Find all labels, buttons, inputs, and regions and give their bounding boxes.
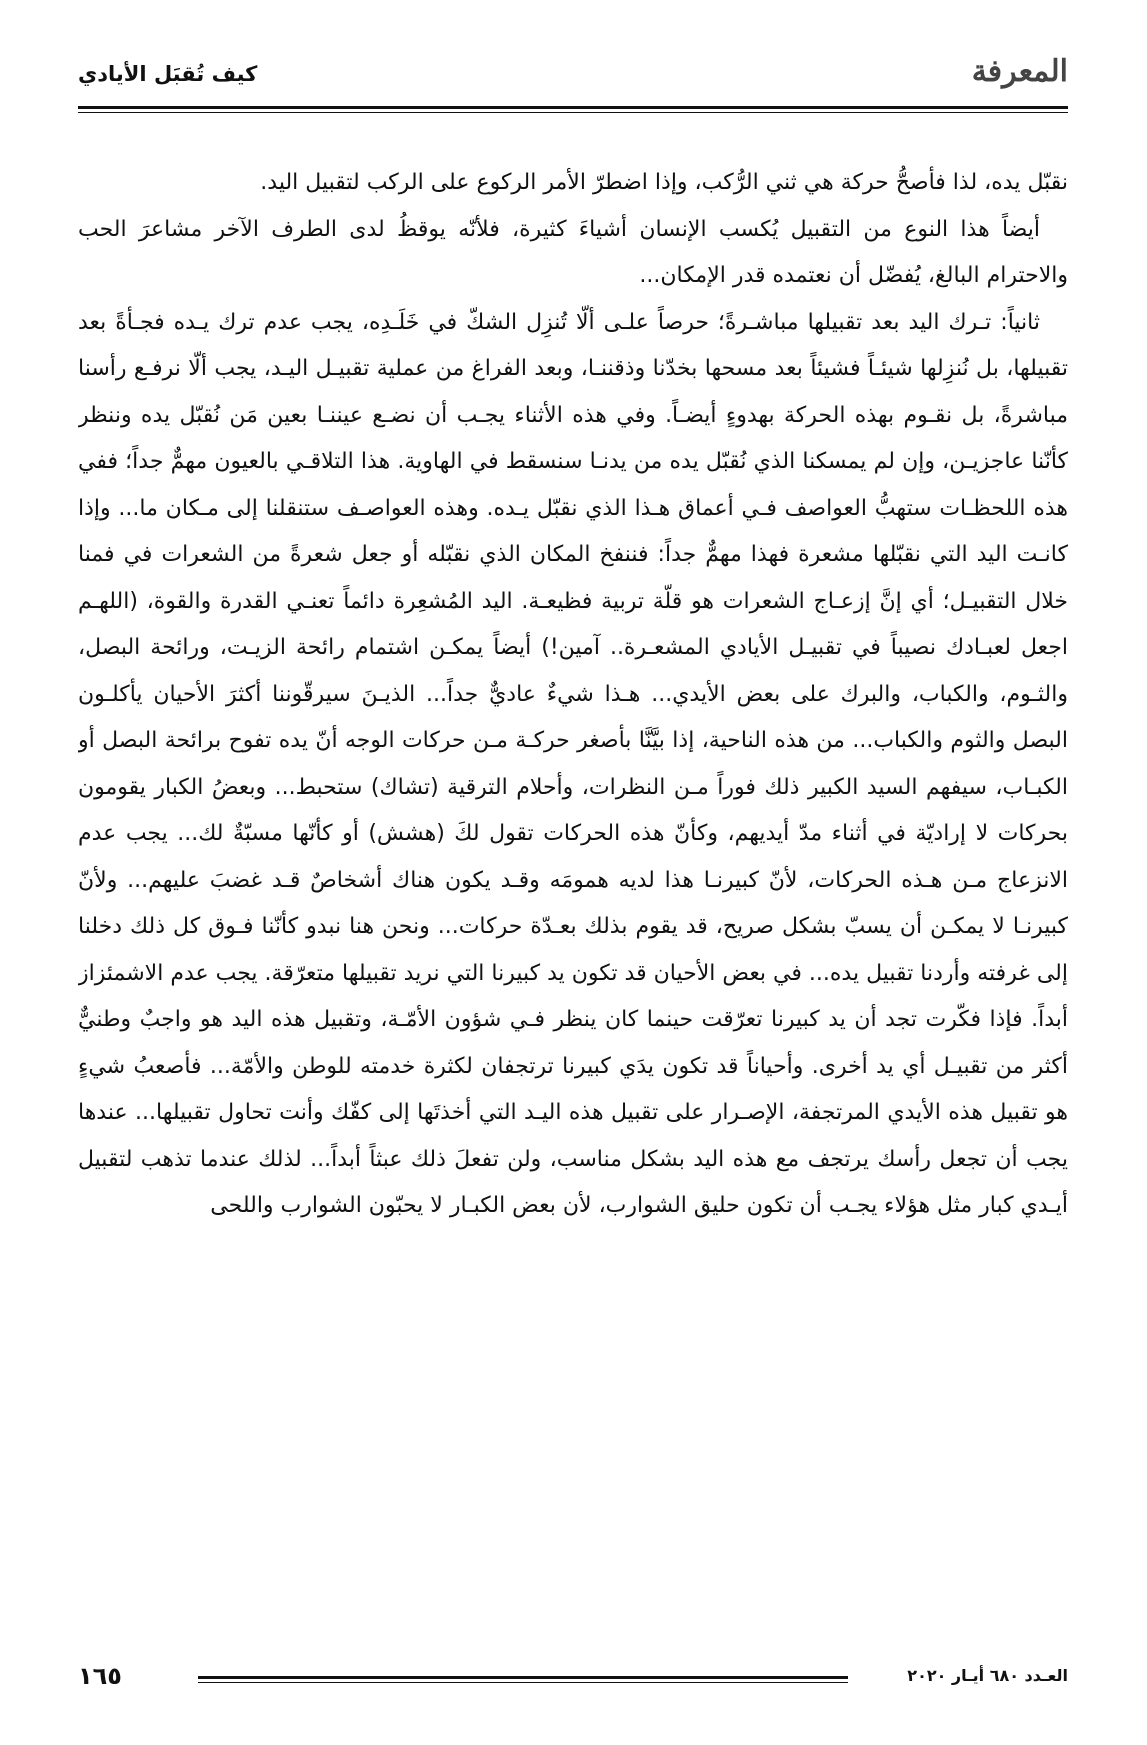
article-body [78, 160, 1068, 1630]
paragraph-1: نقبّل يده، لذا فأصحُّ حركة هي ثني الرُّكب، وإذا اضطرّ الأمر الركوع على الركب لتقبيل اليد. [260, 170, 1068, 195]
footer-divider [198, 1676, 848, 1683]
article-title: كيف تُقبَل الأيادي [78, 62, 258, 86]
paragraph-3: ثانياً: تـرك اليد بعد تقبيلها مباشـرةً؛ حرصاً علـى ألّا تُنزِل الشكّ في خَلَـدِه، يجب عدم ترك يـده فجـأةً بعد تقبيلها، بل نُنزِلها شيئـاً فشيئاً بعد مسحها بخدّنا وذقننـا، وبعد الفراغ من عملية تقبيـل اليـد، يجب ألّا نرفـع رأسنا مباشرةً، بل نقـوم بهذه الحركة بهدوءٍ أيضـاً. وفي هذه الأثناء يجـب أن نضـع عيننـا بعين مَن نُقبّل يده وننظر كأنّنا عاجزيـن، وإن لم يمسكنا الذي نُقبّل يده من يدنـا سنسقط في الهاوية. هذا التلاقـي بالعيون مهمٌّ جداً؛ ففي هذه اللحظـات ستهبُّ العواصف فـي أعماق هـذا الذي نقبّل يـده. وهذه العواصـف ستنقلنا إلى مـكان ما... وإذا كانـت اليد التي نقبّلها مشعرة فهذا مهمٌّ جداً: فننفخ المكان الذي نقبّله أو جعل شعرةً من الشعرات في فمنا خلال التقبيـل؛ أي إنَّ إزعـاج الشعرات هو قلّة تربية فظيعـة. اليد المُشعِرة دائماً تعنـي القدرة والقوة، (اللهـم اجعل لعبـادك نصيباً في تقبيـل الأيادي المشعـرة.. آمين!) أيضاً يمكـن اشتمام رائحة الزيـت، ورائحة البصل، والثـوم، والكباب، والبرك على بعض الأيدي... هـذا شيءٌ عاديٌّ جداً... الذيـنَ سيرقّوننا أكثرَ الأحيان يأكلـون البصل والثوم والكباب... من هذه الناحية، إذا بيَّنَّا بأصغر حركـة مـن حركات الوجه أنّ يده تفوح برائحة البصل أو الكبـاب، سيفهم السيد الكبير ذلك فوراً مـن النظرات، وأحلام الترقية (تشاك) ستحبط... وبعضُ الكبار يقومون بحركات لا إراديّة في أثناء مدّ أيديهم، وكأنّ هذه الحركات تقول لكَ (هشش) أو كأنّها مسبّةٌ لك... يجب عدم الانزعاج مـن هـذه الحركات، لأنّ كبيرنـا هذا لديه همومَه وقـد يكون هناك أشخاصٌ قـد غضبَ عليهم... ولأنّ كبيرنـا لا يمكـن أن يسبّ بشكل صريح، قد يقوم بذلك بعـدّة حركات... ونحن هنا نبدو كأنّنا فـوق كل ذلك دخلنا إلى غرفته وأردنا تقبيل يده... في بعض الأحيان قد تكون يد كبيرنا التي نريد تقبيلها متعرّقة. يجب عدم الاشمئزاز أبداً. فإذا فكّرت تجد أن يد كبيرنا تعرّقت حينما كان ينظر فـي شؤون الأمّـة، وتقبيل هذه اليد هو واجبٌ وطنيٌّ أكثر من تقبيـل أي يد أخرى. وأحياناً قد تكون يدَي كبيرنا ترتجفان لكثرة خدمته للوطن والأمّة... فأصعبُ شيءٍ هو تقبيل هذه الأيدي المرتجفة، الإصـرار على تقبيل هذه اليـد التي أخذتَها إلى كفّك وأنت تحاول تقبيلها... عندها يجب أن تجعل رأسك يرتجف مع هذه اليد بشكل مناسب، ولن تفعلَ ذلك عبثاً أبداً... لذلك عندما تذهب لتقبيل أيـدي كبار مثل هؤلاء يجـب أن تكون حليق الشوارب، لأن بعض الكبـار لا يحبّون الشوارب واللحى [78, 309, 1068, 1218]
paragraph-2: أيضاً هذا النوع من التقبيل يُكسب الإنسان أشياءَ كثيرة، فلأنّه يوقظُ لدى الطرف الآخر مشاعرَ الحب والاحترام البالغ، يُفضّل أن نعتمده قدر الإمكان... [78, 216, 1068, 288]
header-divider-thin [78, 112, 1068, 113]
journal-logo: المعرفة [971, 54, 1068, 89]
header-divider [78, 106, 1068, 109]
page-header [78, 50, 1068, 98]
page-number: ١٦٥ [78, 1662, 122, 1690]
page-footer [78, 1662, 1068, 1702]
issue-info: العـدد ٦٨٠ أيـار ٢٠٢٠ [907, 1666, 1068, 1685]
